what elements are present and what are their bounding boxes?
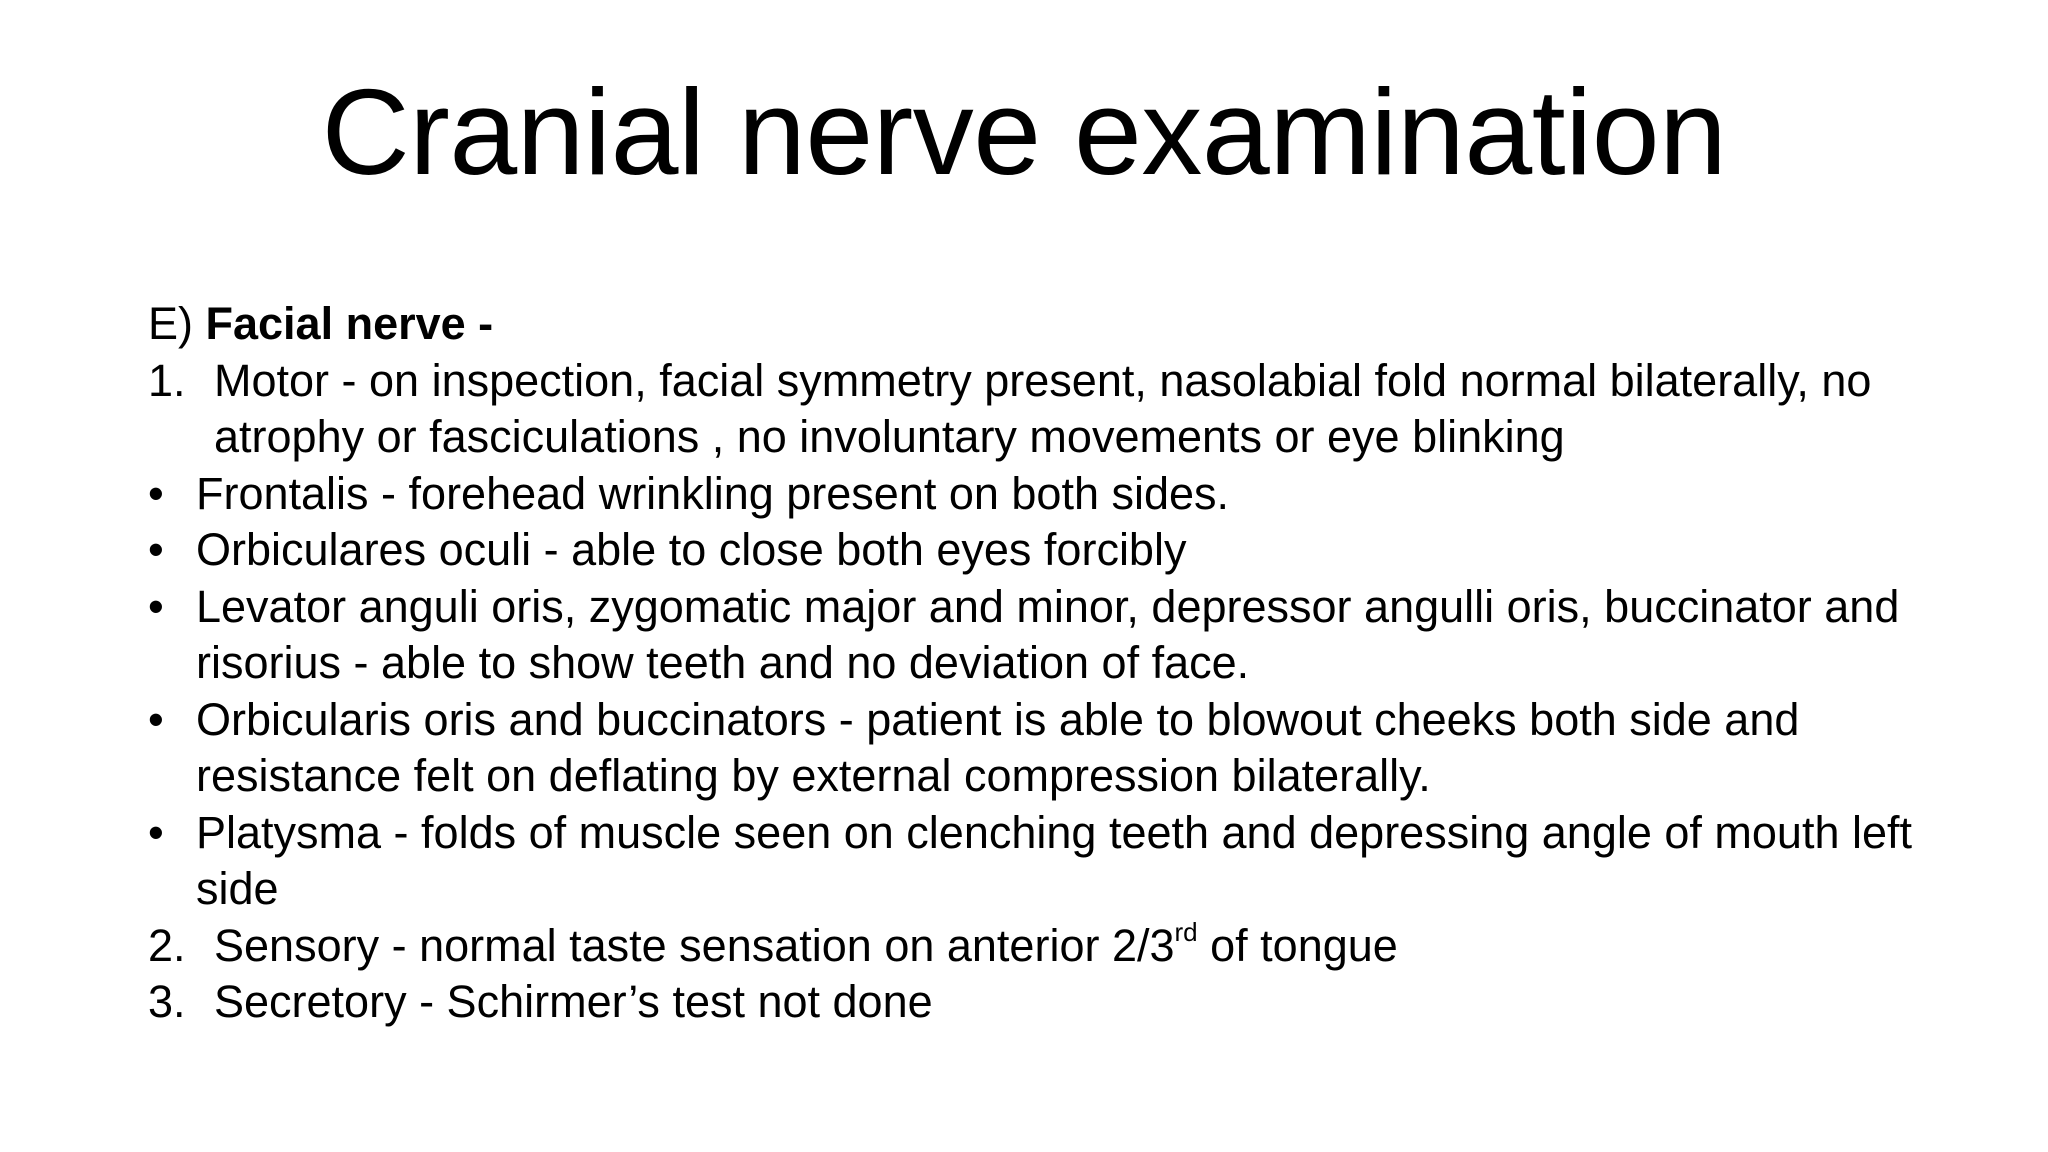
bullet-item <box>148 805 1928 918</box>
bullet-item <box>148 522 1928 579</box>
bullet-text: Orbicularis oris and buccinators - patient is able to blowout cheeks both side and resistance felt on deflating by external compression bilaterally. <box>196 693 1800 801</box>
bullet-item <box>148 579 1928 692</box>
item-number: 3. <box>148 976 186 1027</box>
bullet-text: Frontalis - forehead wrinkling present on both sides. <box>196 467 1230 519</box>
section-prefix: E) <box>148 298 193 349</box>
numbered-item-motor <box>148 353 1928 466</box>
bullet-text: Levator anguli oris, zygomatic major and minor, depressor angulli oris, buccinator and risorius - able to show teeth and no deviation of face. <box>196 580 1900 688</box>
superscript: rd <box>1174 916 1198 947</box>
numbered-item-sensory <box>148 918 1928 975</box>
item-number: 2. <box>148 919 186 971</box>
slide-title: Cranial nerve examination <box>321 64 1727 200</box>
section-heading <box>148 296 1928 353</box>
bullet-dot: • <box>148 580 164 632</box>
bullet-item <box>148 692 1928 805</box>
slide-body <box>148 296 1928 1031</box>
section-title: Facial nerve - <box>205 298 494 349</box>
bullet-text: Orbiculares oculi - able to close both eyes forcibly <box>196 524 1187 575</box>
bullet-dot: • <box>148 806 164 858</box>
bullet-dot: • <box>148 524 164 575</box>
bullet-dot: • <box>148 467 164 519</box>
item-text: Sensory - normal taste sensation on anterior 2/3 <box>214 919 1175 971</box>
item-text: Secretory - Schirmer’s test not done <box>214 976 933 1027</box>
numbered-item-secretory <box>148 974 1928 1031</box>
item-text-tail: of tongue <box>1197 919 1398 971</box>
bullet-text: Platysma - folds of muscle seen on clenching teeth and depressing angle of mouth left side <box>196 806 1912 914</box>
bullet-item <box>148 466 1928 523</box>
item-number: 1. <box>148 354 186 406</box>
bullet-dot: • <box>148 693 164 745</box>
item-text: Motor - on inspection, facial symmetry present, nasolabial fold normal bilaterally, no atrophy or fasciculations , no involuntary movements or eye blinking <box>214 354 1872 462</box>
